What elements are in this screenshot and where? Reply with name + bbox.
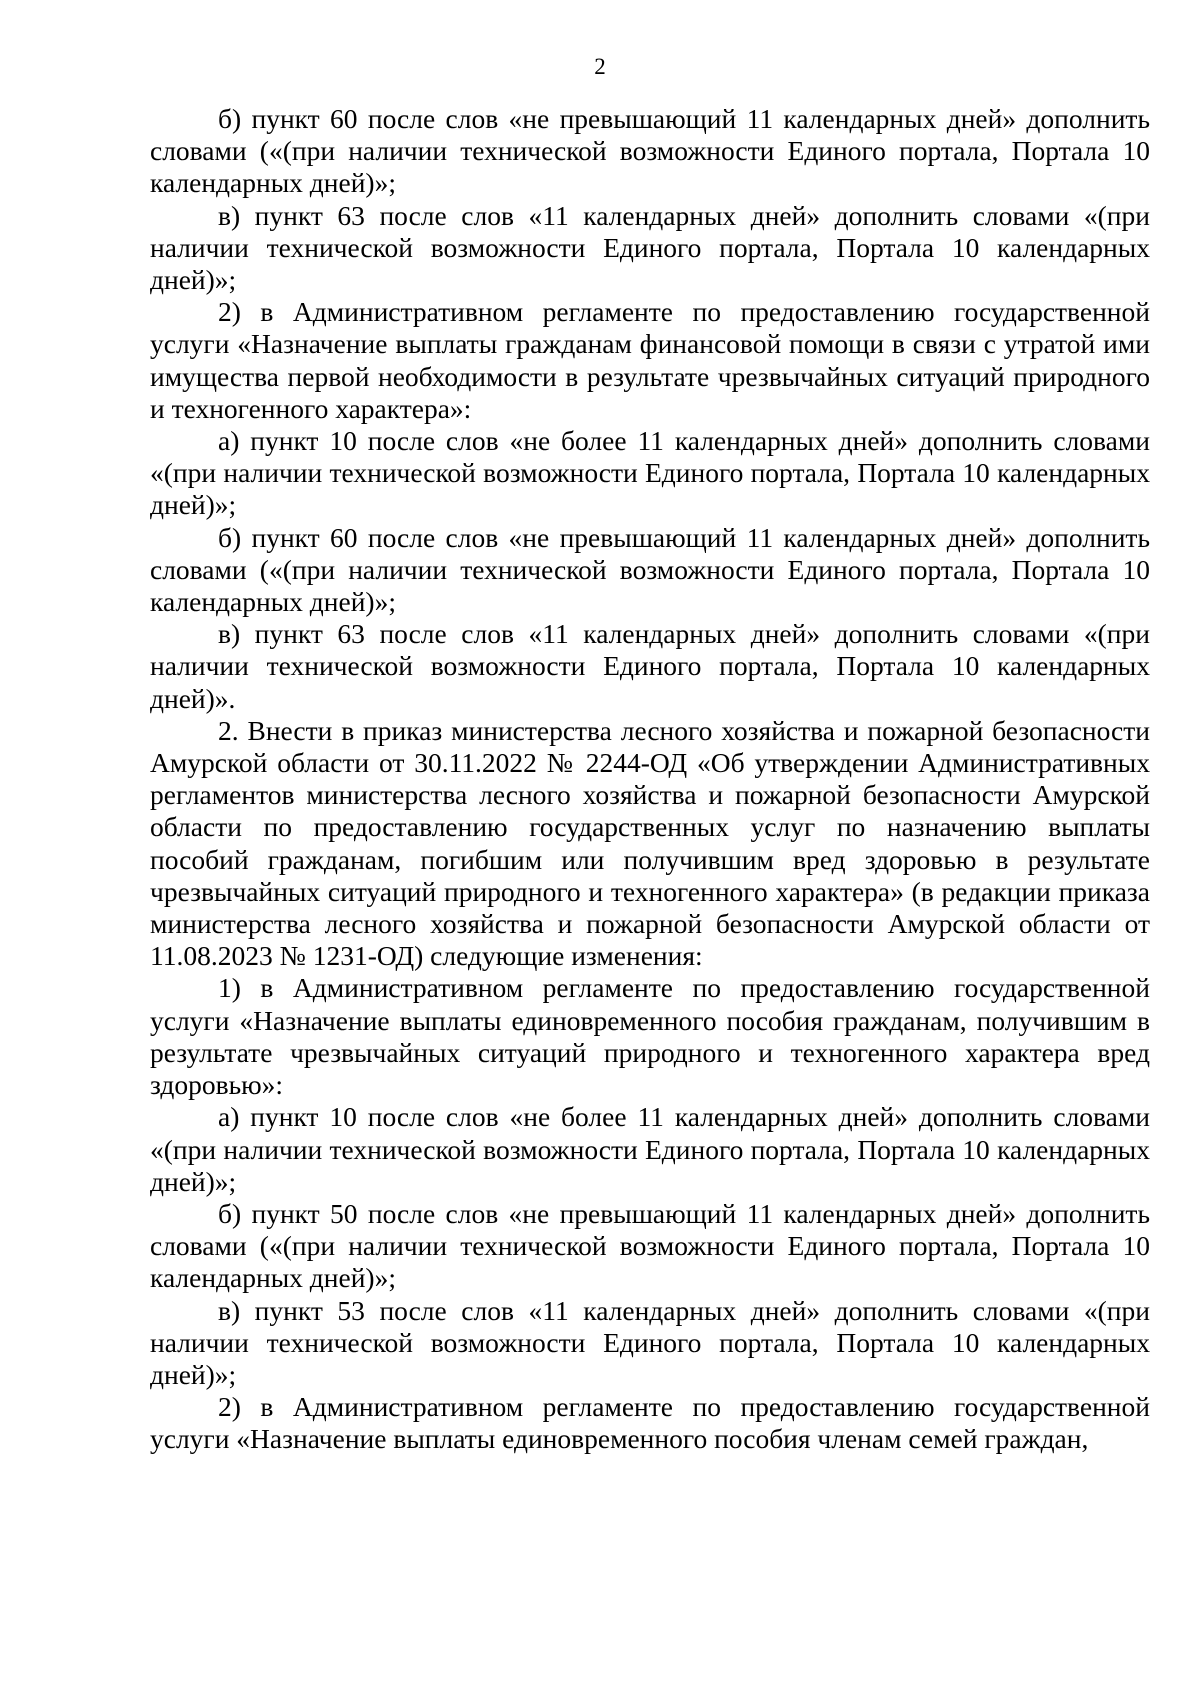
page-number: 2 bbox=[594, 54, 606, 79]
paragraph-2b-item-60: б) пункт 60 после слов «не превышающий 11 календарных дней» дополнить словами («(при наличии технической возможности Единого портала, Портала 10 календарных дней)»; bbox=[150, 521, 1150, 618]
paragraph-section-2-amend-order: 2. Внести в приказ министерства лесного хозяйства и пожарной безопасности Амурской области от 30.11.2022 № 2244-ОД «Об утверждении Административных регламентов министерства лесного хозяйства и пожарной безопасности Амурской области по предоставлению государственных услуг по назначению выплаты пособий гражданам, погибшим или получившим вред здоровью в результате чрезвычайных ситуаций природного и техногенного характера» (в редакции приказа министерства лесного хозяйства и пожарной безопасности Амурской области от 11.08.2023 № 1231-ОД) следующие изменения: bbox=[150, 714, 1150, 972]
paragraph-2-regulation-family-members: 2) в Административном регламенте по предоставлению государственной услуги «Назначение выплаты единовременного пособия членам семей граждан, bbox=[150, 1391, 1150, 1455]
paragraph-1v-item-53: в) пункт 53 после слов «11 календарных дней» дополнить словами «(при наличии технической возможности Единого портала, Портала 10 календарных дней)»; bbox=[150, 1294, 1150, 1390]
paragraph-1b-item-50: б) пункт 50 после слов «не превышающий 11 календарных дней» дополнить словами («(при наличии технической возможности Единого портала, Портала 10 календарных дней)»; bbox=[150, 1197, 1150, 1294]
paragraph-2-regulation-financial-aid: 2) в Административном регламенте по предоставлению государственной услуги «Назначение выплаты гражданам финансовой помощи в связи с утратой ими имущества первой необходимости в результате чрезвычайных ситуаций природного и техногенного характера»: bbox=[150, 296, 1150, 424]
document-body bbox=[150, 103, 1150, 1456]
paragraph-1b-item-60: б) пункт 60 после слов «не превышающий 11 календарных дней» дополнить словами («(при наличии технической возможности Единого портала, Портала 10 календарных дней)»; bbox=[150, 103, 1150, 199]
paragraph-1a-item-10: а) пункт 10 после слов «не более 11 календарных дней» дополнить словами «(при наличии технической возможности Единого портала, Портала 10 календарных дней)»; bbox=[150, 1101, 1150, 1197]
paragraph-2v-item-63: в) пункт 63 после слов «11 календарных дней» дополнить словами «(при наличии технической возможности Единого портала, Портала 10 календарных дней)». bbox=[150, 618, 1150, 714]
paragraph-1-regulation-health-damage: 1) в Административном регламенте по предоставлению государственной услуги «Назначение выплаты единовременного пособия гражданам, получившим в результате чрезвычайных ситуаций природного и техногенного характера вред здоровью»: bbox=[150, 972, 1150, 1101]
paragraph-2a-item-10: а) пункт 10 после слов «не более 11 календарных дней» дополнить словами «(при наличии технической возможности Единого портала, Портала 10 календарных дней)»; bbox=[150, 425, 1150, 521]
paragraph-1v-item-63: в) пункт 63 после слов «11 календарных дней» дополнить словами «(при наличии технической возможности Единого портала, Портала 10 календарных дней)»; bbox=[150, 199, 1150, 296]
